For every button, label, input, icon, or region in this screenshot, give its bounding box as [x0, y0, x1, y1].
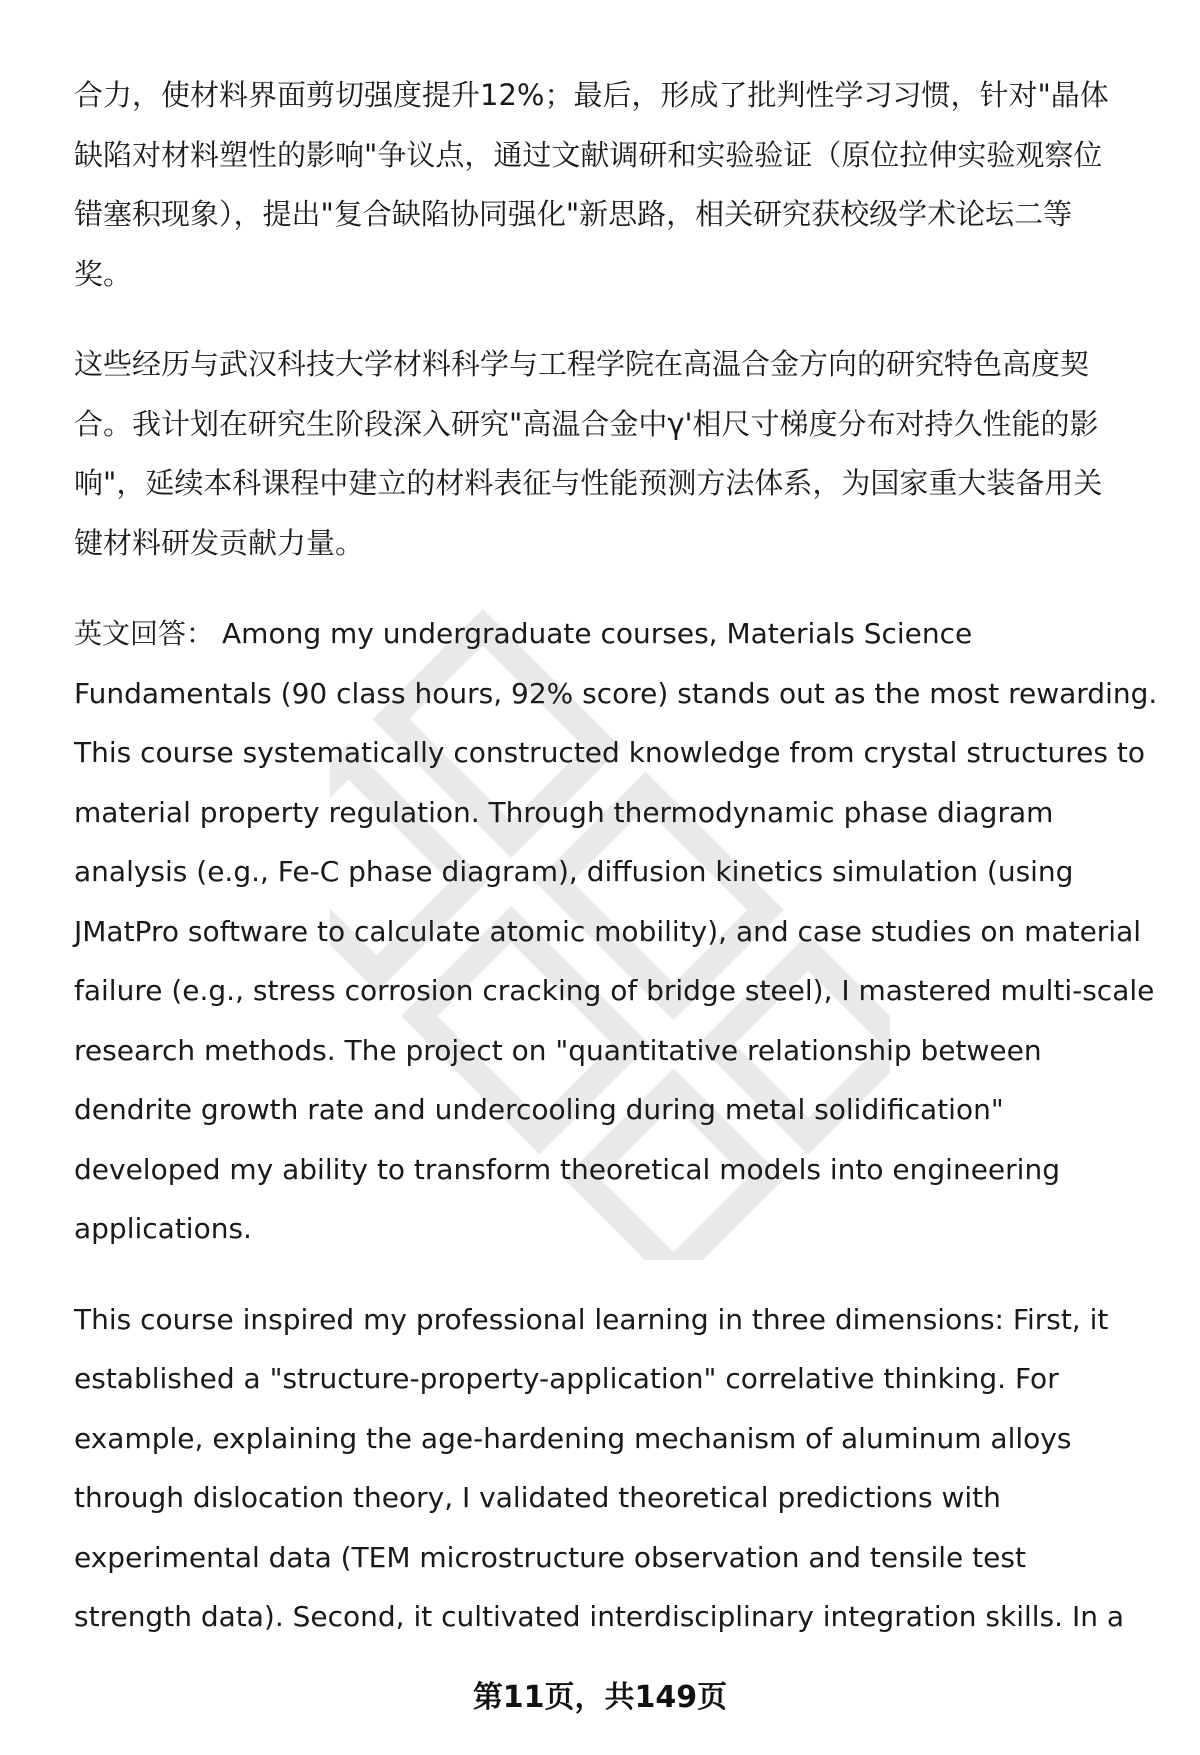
english-answer-text: Among my undergraduate courses, Materials Science Fundamentals (90 class hours, 92% score) stands out as the most rewarding. This course systematically constructed knowledge from crystal structures to material property regulation. Through thermodynamic phase diagram analysis (e.g., Fe-C phase diagram), diffusion kinetics simulation (using JMatPro software to calculate atomic mobility), and case studies on material failure (e.g., stress corrosion cracking of bridge steel), I mastered multi-scale research methods. The project on "quantitative relationship between dendrite growth rate and undercooling during metal solidification" developed my ability to transform theoretical models into engineering applications. [74, 617, 1158, 1245]
page-number-footer: 第11页，共149页 [472, 1680, 728, 1715]
chinese-paragraph-1: 合力，使材料界面剪切强度提升12%；最后，形成了批判性学习习惯，针对"晶体 缺陷对材料塑性的影响"争议点，通过文献调研和实验验证（原位拉伸实验观察位 错塞积现象），提出"复合缺陷协同强化"新思路，相关研究获校级学术论坛二等 奖。 [74, 78, 1109, 291]
english-answer-paragraph-2: This course inspired my professional learning in three dimensions: First, it established a "structure-property-application" correlative thinking. For example, explaining the age-hardening mechanism of aluminum alloys through dislocation theory, I validated theoretical predictions with experimental data (TEM microstructure observation and tensile test strength data). Second, it cultivated interdisciplinary integration skills. In a [74, 1302, 1124, 1633]
chinese-paragraph-2: 这些经历与武汉科技大学材料科学与工程学院在高温合金方向的研究特色高度契 合。我计划在研究生阶段深入研究"高温合金中γ'相尺寸梯度分布对持久性能的影 响"，延续本科课程中建立的材料表征与性能预测方法体系，为国家重大装备用关 键材料研发贡献力量。 [74, 347, 1103, 560]
english-answer-label: 英文回答： [74, 617, 215, 650]
document-body [74, 66, 1164, 1678]
english-answer-paragraph-1 [74, 604, 1164, 1259]
